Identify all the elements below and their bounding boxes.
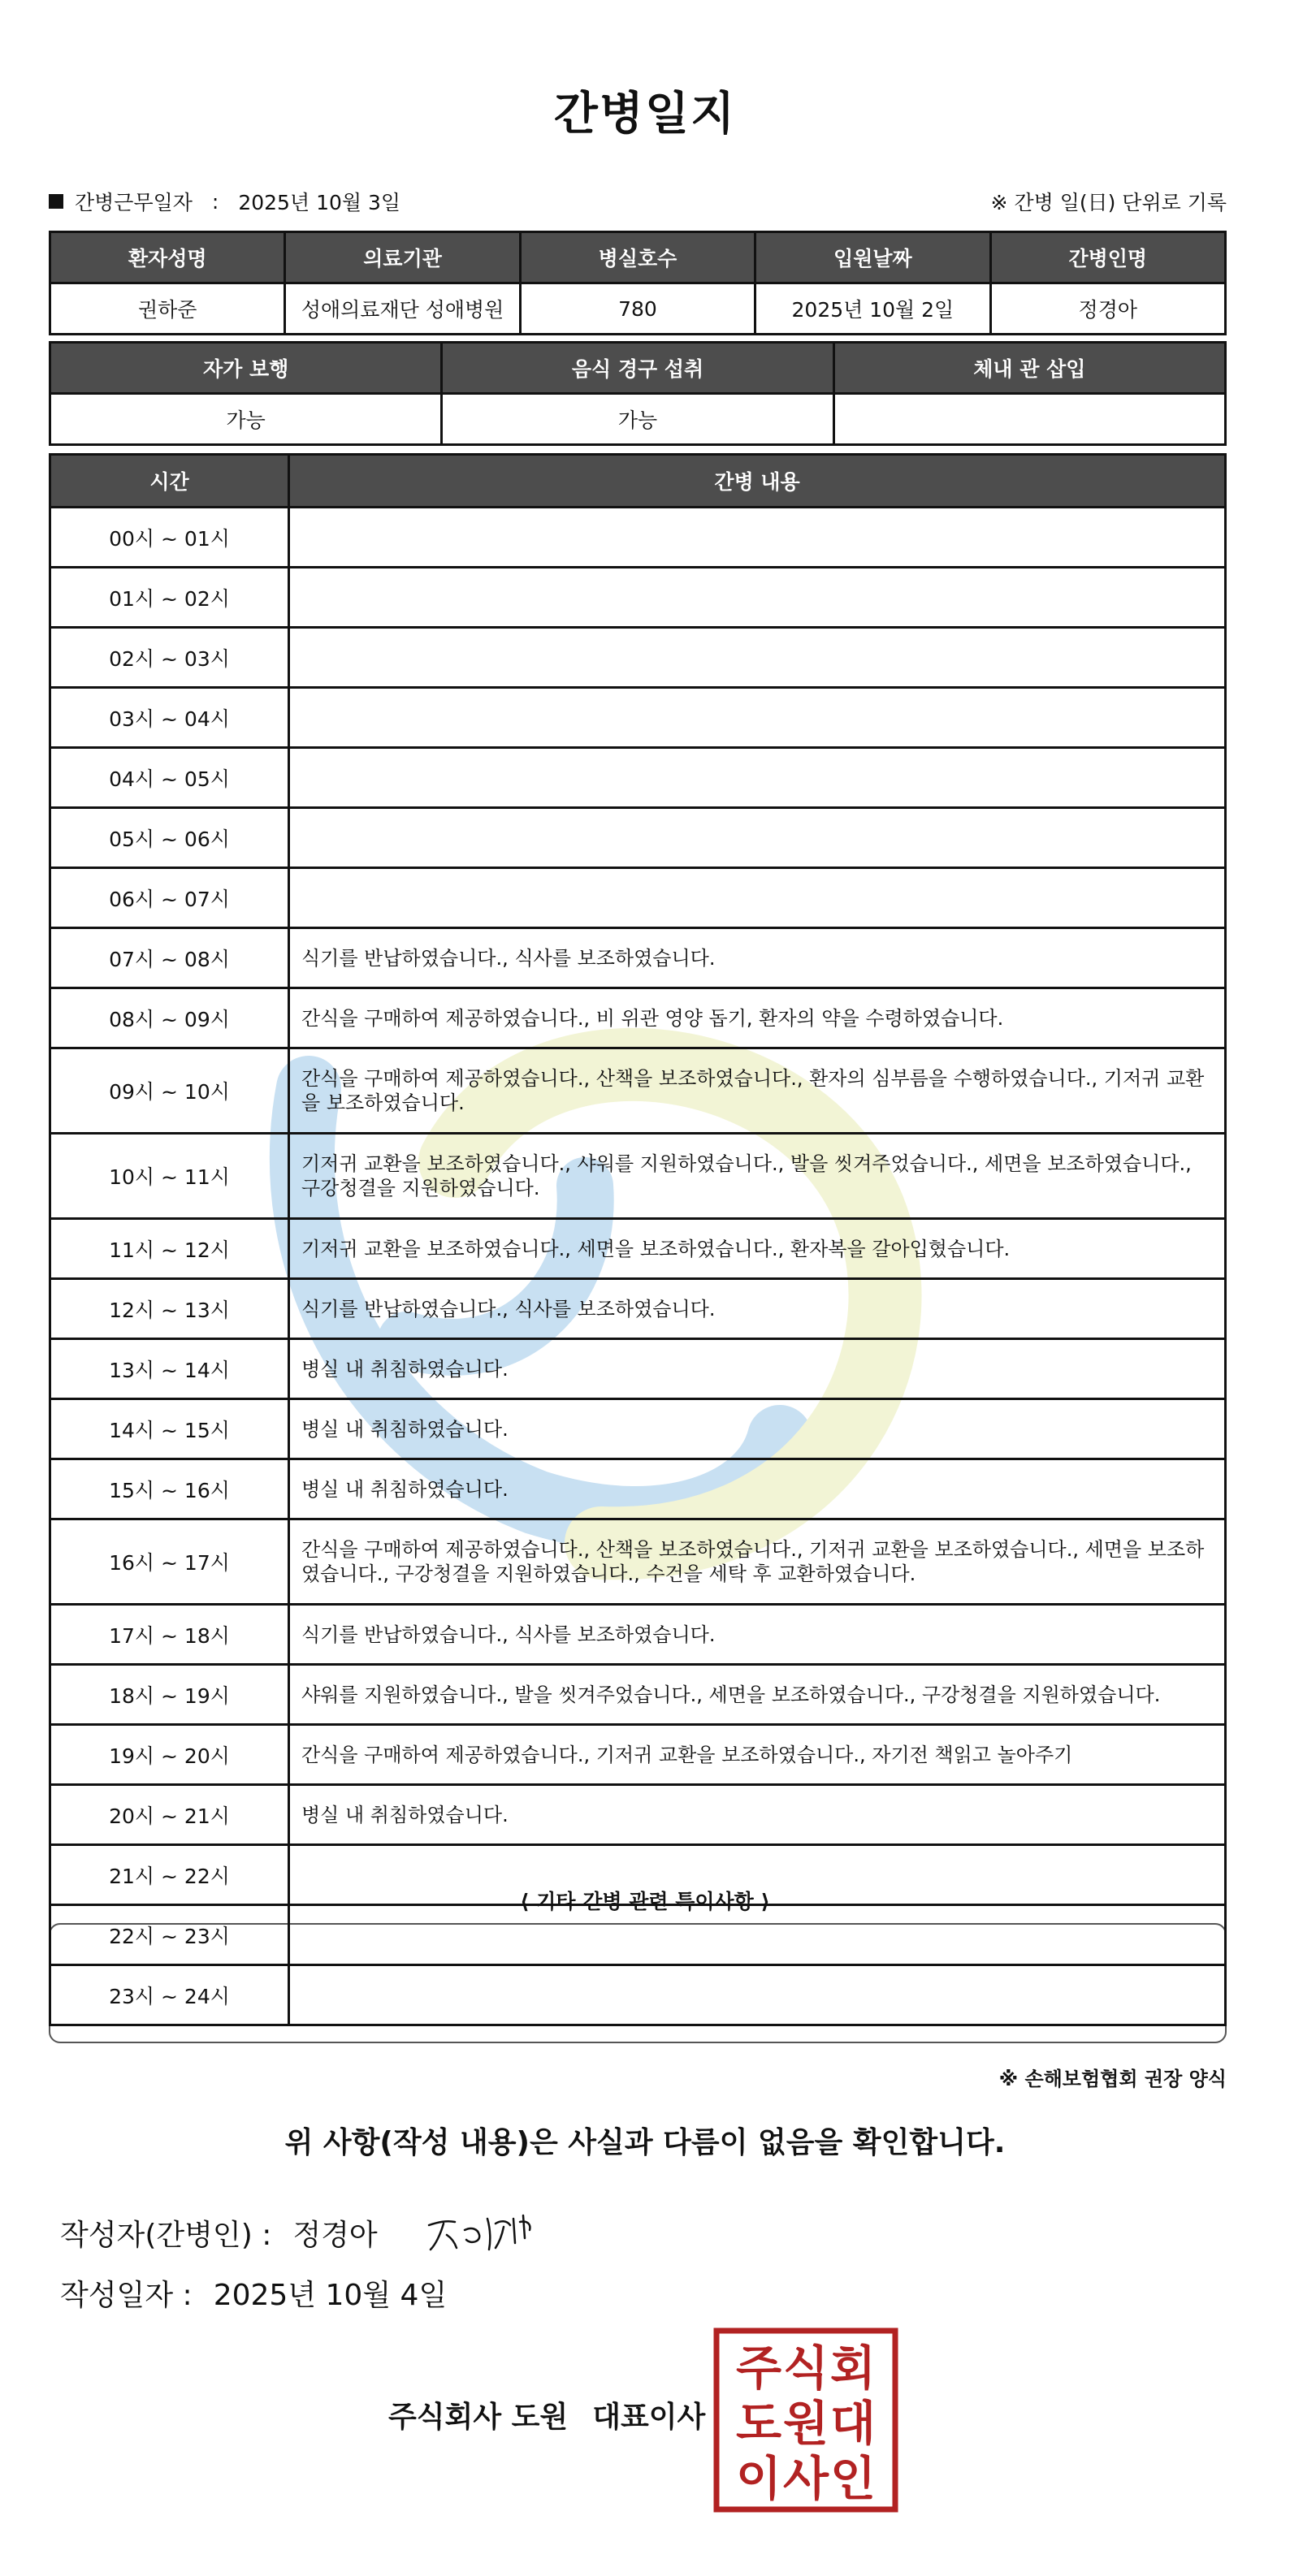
log-time-cell: 18시 ~ 19시	[50, 1665, 289, 1725]
table-row	[50, 1845, 1226, 1905]
table-row	[50, 1399, 1226, 1459]
log-time-cell: 08시 ~ 09시	[50, 988, 289, 1048]
table-row	[50, 1785, 1226, 1845]
log-time-cell: 16시 ~ 17시	[50, 1519, 289, 1605]
seal-char-9: 인	[829, 2451, 877, 2506]
table-row	[50, 688, 1226, 748]
table-row	[50, 1965, 1226, 2025]
log-time-cell: 13시 ~ 14시	[50, 1339, 289, 1399]
table-row	[50, 508, 1226, 568]
log-time-cell: 00시 ~ 01시	[50, 508, 289, 568]
document-title: 간병일지	[553, 88, 737, 140]
table-row	[50, 1905, 1226, 1965]
room-number: 780	[520, 283, 755, 335]
log-time-cell: 01시 ~ 02시	[50, 568, 289, 628]
header-hospital: 의료기관	[285, 232, 520, 283]
table-row	[50, 1134, 1226, 1219]
log-time-cell: 20시 ~ 21시	[50, 1785, 289, 1845]
log-content-cell: 기저귀 교환을 보조하였습니다., 세면을 보조하였습니다., 환자복을 갈아입혔습니다.	[289, 1219, 1226, 1279]
log-time-cell: 04시 ~ 05시	[50, 748, 289, 808]
seal-char-7: 이	[735, 2451, 782, 2506]
log-content-cell: 병실 내 취침하였습니다.	[289, 1459, 1226, 1519]
writer-label: 작성자(간병인) :	[60, 2219, 272, 2252]
header-caregiver: 간병인명	[990, 232, 1225, 283]
log-content-cell	[289, 628, 1226, 688]
log-time-cell: 05시 ~ 06시	[50, 808, 289, 868]
work-date-colon: :	[211, 189, 219, 214]
log-content-cell: 간식을 구매하여 제공하였습니다., 기저귀 교환을 보조하였습니다., 자기전 책읽고 놀아주기	[289, 1725, 1226, 1785]
header-admission-date: 입원날짜	[755, 232, 990, 283]
table-row	[50, 628, 1226, 688]
company-name: 주식회사 도원	[388, 2401, 569, 2434]
tube-insertion-status	[833, 394, 1225, 445]
log-time-cell: 17시 ~ 18시	[50, 1605, 289, 1665]
log-content-cell: 병실 내 취침하였습니다.	[289, 1399, 1226, 1459]
table-row	[50, 928, 1226, 988]
table-row	[50, 868, 1226, 928]
log-content-cell: 식기를 반납하였습니다., 식사를 보조하였습니다.	[289, 1279, 1226, 1339]
meta-row	[49, 187, 1227, 216]
log-content-cell	[289, 1845, 1226, 1905]
log-time-cell: 06시 ~ 07시	[50, 868, 289, 928]
log-content-cell: 식기를 반납하였습니다., 식사를 보조하였습니다.	[289, 1605, 1226, 1665]
recommendation-note: ※ 손해보험협회 권장 양식	[998, 2068, 1227, 2090]
log-content-cell	[289, 868, 1226, 928]
hospital-name: 성애의료재단 성애병원	[285, 283, 520, 335]
log-time-cell: 12시 ~ 13시	[50, 1279, 289, 1339]
written-date-label: 작성일자 :	[60, 2279, 193, 2312]
log-content-cell	[289, 1965, 1226, 2025]
table-row	[50, 988, 1226, 1048]
log-content-cell: 식기를 반납하였습니다., 식사를 보조하였습니다.	[289, 928, 1226, 988]
work-date-value: 2025년 10월 3일	[238, 191, 401, 214]
log-time-cell: 22시 ~ 23시	[50, 1905, 289, 1965]
table-row	[50, 1459, 1226, 1519]
log-content-cell: 기저귀 교환을 보조하였습니다., 샤워를 지원하였습니다., 발을 씻겨주었습니다., 세면을 보조하였습니다., 구강청결을 지원하였습니다.	[289, 1134, 1226, 1219]
log-time-cell: 14시 ~ 15시	[50, 1399, 289, 1459]
log-time-cell: 02시 ~ 03시	[50, 628, 289, 688]
log-content-cell	[289, 688, 1226, 748]
writer-name: 정경아	[292, 2219, 378, 2252]
walking-status: 가능	[50, 394, 442, 445]
log-content-cell	[289, 808, 1226, 868]
log-time-cell: 23시 ~ 24시	[50, 1965, 289, 2025]
header-patient-name: 환자성명	[50, 232, 285, 283]
seal-char-3: 회	[829, 2340, 877, 2396]
written-date-row	[60, 2272, 447, 2314]
patient-info-table	[49, 231, 1227, 335]
header-oral-intake: 음식 경구 섭취	[442, 343, 833, 394]
seal-char-5: 원	[782, 2396, 829, 2451]
log-time-cell: 09시 ~ 10시	[50, 1048, 289, 1134]
log-content-cell: 병실 내 취침하였습니다.	[289, 1785, 1226, 1845]
header-time: 시간	[50, 455, 289, 508]
log-content-cell	[289, 1905, 1226, 1965]
record-unit-note: ※ 간병 일(日) 단위로 기록	[990, 191, 1227, 214]
special-notes-title: ⟨ 기타 간병 관련 특이사항 ⟩	[520, 1890, 770, 1913]
log-content-cell: 간식을 구매하여 제공하였습니다., 산책을 보조하였습니다., 기저귀 교환을 보조하였습니다., 세면을 보조하였습니다., 구강청결을 지원하였습니다., 수건을 세탁 후 교환하였습니다.	[289, 1519, 1226, 1605]
square-bullet-icon	[49, 194, 63, 209]
table-row	[50, 568, 1226, 628]
table-row	[50, 1605, 1226, 1665]
header-room: 병실호수	[520, 232, 755, 283]
table-row	[50, 1279, 1226, 1339]
seal-char-6: 대	[829, 2396, 877, 2451]
log-content-cell: 샤워를 지원하였습니다., 발을 씻겨주었습니다., 세면을 보조하였습니다., 구강청결을 지원하였습니다.	[289, 1665, 1226, 1725]
table-row	[50, 808, 1226, 868]
table-row	[50, 1048, 1226, 1134]
patient-status-table	[49, 341, 1227, 446]
table-row	[50, 1665, 1226, 1725]
log-content-cell: 간식을 구매하여 제공하였습니다., 산책을 보조하였습니다., 환자의 심부름을 수행하였습니다., 기저귀 교환을 보조하였습니다.	[289, 1048, 1226, 1134]
log-content-cell	[289, 568, 1226, 628]
seal-char-4: 도	[735, 2396, 782, 2451]
work-date	[49, 187, 400, 216]
confirmation-statement: 위 사항(작성 내용)은 사실과 다름이 없음을 확인합니다.	[284, 2126, 1006, 2159]
company-role: 대표이사	[592, 2401, 706, 2434]
table-row	[50, 1339, 1226, 1399]
patient-name: 권하준	[50, 283, 285, 335]
admission-date: 2025년 10월 2일	[755, 283, 990, 335]
log-content-cell: 간식을 구매하여 제공하였습니다., 비 위관 영양 돕기, 환자의 약을 수령하였습니다.	[289, 988, 1226, 1048]
oral-intake-status: 가능	[442, 394, 833, 445]
care-log-table	[49, 453, 1227, 2026]
header-tube-insertion: 체내 관 삽입	[833, 343, 1225, 394]
company-signature-line	[388, 2394, 705, 2436]
log-content-cell	[289, 508, 1226, 568]
log-time-cell: 07시 ~ 08시	[50, 928, 289, 988]
table-row	[50, 1725, 1226, 1785]
header-care-content: 간병 내용	[289, 455, 1226, 508]
log-time-cell: 10시 ~ 11시	[50, 1134, 289, 1219]
table-row	[50, 1219, 1226, 1279]
table-row	[50, 1519, 1226, 1605]
log-time-cell: 03시 ~ 04시	[50, 688, 289, 748]
log-time-cell: 15시 ~ 16시	[50, 1459, 289, 1519]
table-row	[50, 748, 1226, 808]
log-time-cell: 19시 ~ 20시	[50, 1725, 289, 1785]
header-walking: 자가 보행	[50, 343, 442, 394]
log-time-cell: 21시 ~ 22시	[50, 1845, 289, 1905]
log-content-cell: 병실 내 취침하였습니다.	[289, 1339, 1226, 1399]
log-content-cell	[289, 748, 1226, 808]
work-date-label: 간병근무일자	[75, 191, 193, 214]
log-time-cell: 11시 ~ 12시	[50, 1219, 289, 1279]
seal-char-2: 식	[782, 2340, 829, 2396]
seal-char-1: 주	[735, 2340, 782, 2396]
handwritten-signature	[422, 2202, 552, 2259]
company-seal-stamp	[712, 2326, 900, 2514]
caregiver-name: 정경아	[990, 283, 1225, 335]
writer-row	[60, 2212, 378, 2254]
written-date-value: 2025년 10월 4일	[213, 2279, 448, 2312]
seal-char-8: 사	[782, 2451, 829, 2506]
